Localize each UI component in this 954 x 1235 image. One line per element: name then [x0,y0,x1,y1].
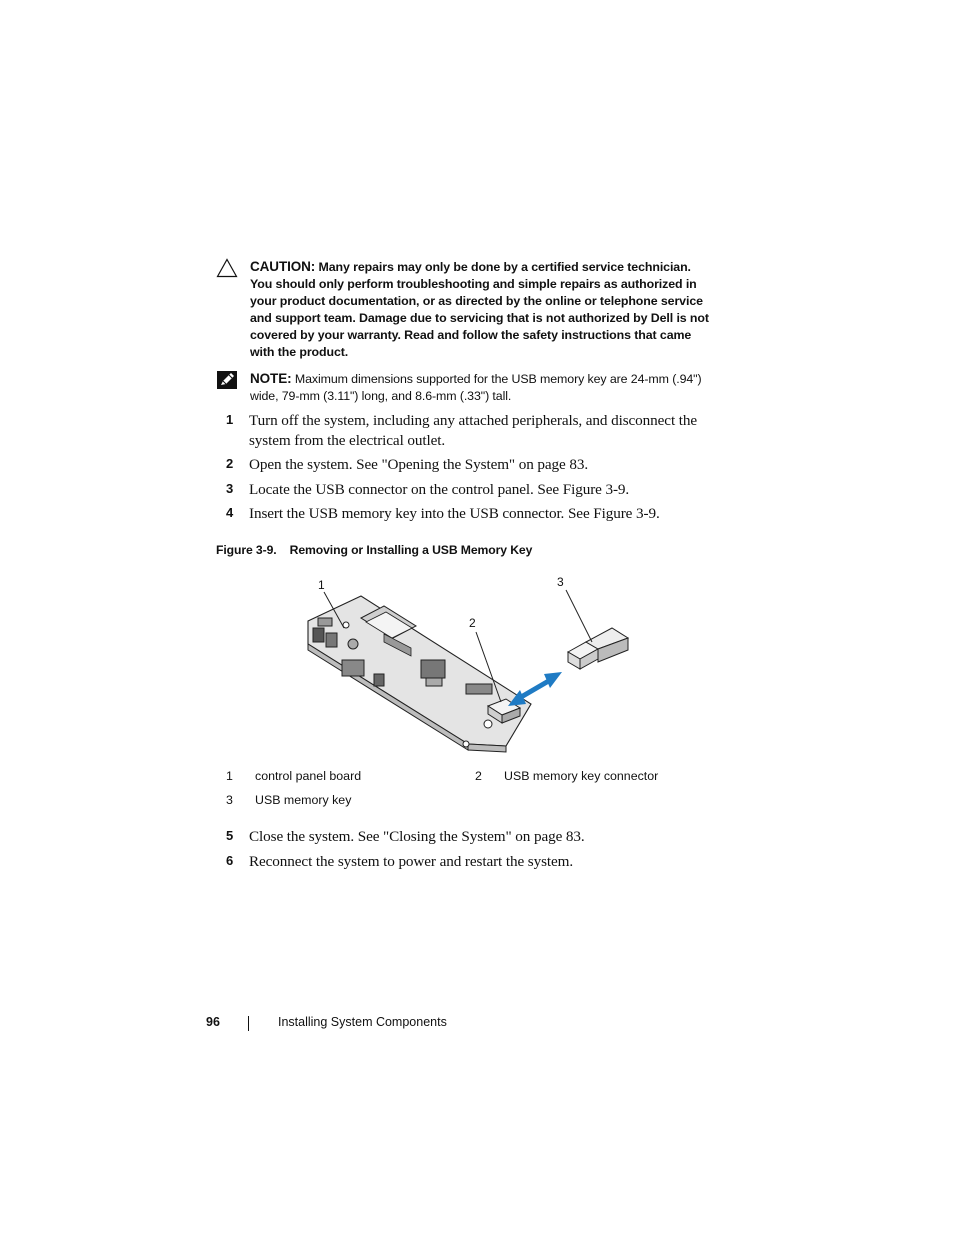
procedure-steps-after [216,827,716,871]
caution-body [250,258,716,361]
note-label: NOTE: [250,371,292,386]
legend-number: 2 [475,769,482,783]
legend-label: control panel board [255,769,362,783]
step-text: Turn off the system, including any attached peripherals, and disconnect the system from the electrical outlet. [249,412,698,449]
callout-3: 3 [557,575,564,589]
legend-label: USB memory key connector [504,769,659,783]
caution-triangle-icon [216,258,238,278]
step-number: 3 [226,480,234,496]
step-number: 6 [226,852,234,868]
page-number: 96 [206,1015,220,1029]
step-text: Locate the USB connector on the control panel. See Figure 3-9. [249,480,630,498]
step-text: Open the system. See "Opening the System" on page 83. [249,456,589,473]
usb-memory-key [568,628,628,669]
step-5 [216,827,716,847]
note-body [250,370,716,405]
callout-1: 1 [318,578,325,592]
caution-text: Many repairs may only be done by a certified service technician. You should only perform troubleshooting and simple repairs as authorized in your product documentation, or as directed by the online or telephone service and support team. Damage due to servicing that is not authorized by Dell is not covered by your warranty. Read and follow the safety instructions that came with the product. [250,260,709,359]
control-panel-board [308,596,531,752]
note-text: Maximum dimensions supported for the USB memory key are 24-mm (.94") wide, 79-mm (3.11") long, and 8.6-mm (.33") tall. [250,372,702,403]
callout-2: 2 [469,616,476,630]
step-number: 2 [226,456,234,471]
caution-label: CAUTION: [250,259,316,274]
leader-line-3 [566,590,592,642]
procedure-steps-before [216,411,716,524]
step-6 [216,852,716,872]
insert-remove-arrow [508,672,562,706]
figure-caption: Figure 3-9. Removing or Installing a USB Memory Key [216,543,533,557]
footer-separator [248,1016,249,1031]
legend-number: 3 [226,793,233,807]
legend-label: USB memory key [255,793,352,807]
step-number: 4 [226,505,234,520]
step-4 [216,504,716,524]
step-2 [216,455,716,475]
legend-number: 1 [226,769,233,783]
step-text: Insert the USB memory key into the USB connector. See Figure 3-9. [249,505,660,522]
usb-memory-key-illustration [216,566,716,756]
note-pencil-icon [216,370,238,390]
step-number: 5 [226,828,234,843]
step-number: 1 [226,412,234,427]
step-text: Close the system. See "Closing the System" on page 83. [249,828,585,845]
step-1 [216,411,716,450]
step-text: Reconnect the system to power and restart the system. [249,852,574,870]
chapter-title: Installing System Components [278,1015,447,1029]
step-3 [216,480,716,500]
